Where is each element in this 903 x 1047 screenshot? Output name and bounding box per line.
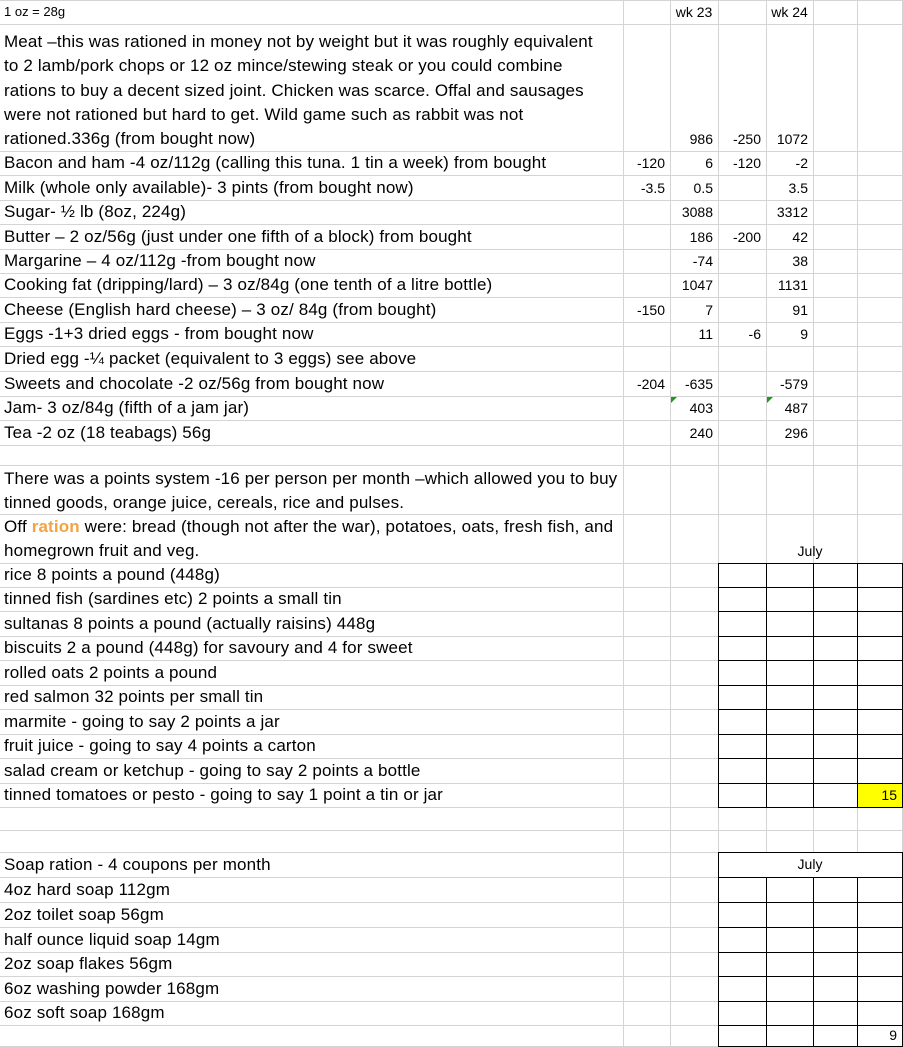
ration-wk23-value[interactable]: -635 bbox=[684, 376, 713, 392]
points-grid-border bbox=[718, 611, 902, 612]
points-grid-border bbox=[718, 758, 902, 759]
points-item-label[interactable]: rice 8 points a pound (448g) bbox=[4, 565, 220, 584]
points-item-label[interactable]: salad cream or ketchup - going to say 2 points a bottle bbox=[4, 761, 421, 780]
ration-wk24-value[interactable]: 3.5 bbox=[788, 180, 808, 196]
soap-item-label[interactable]: 6oz washing powder 168gm bbox=[4, 979, 220, 998]
meat-wk24-value[interactable]: 1072 bbox=[776, 131, 808, 147]
ration-label[interactable]: Sweets and chocolate -2 oz/56g from bought now bbox=[4, 374, 385, 393]
ration-wk24-value[interactable]: -2 bbox=[795, 155, 808, 171]
points-grid-border bbox=[718, 636, 902, 637]
soap-title[interactable]: Soap ration - 4 coupons per month bbox=[4, 855, 271, 874]
ration-label[interactable]: Eggs -1+3 dried eggs - from bought now bbox=[4, 324, 314, 343]
row-gridline bbox=[0, 465, 903, 466]
comment-indicator-icon bbox=[671, 397, 677, 403]
ration-label[interactable]: Sugar- ½ lb (8oz, 224g) bbox=[4, 202, 187, 221]
soap-grid-border bbox=[718, 877, 902, 878]
soap-grid-border bbox=[718, 1001, 902, 1002]
soap-month-label[interactable]: July bbox=[797, 856, 823, 872]
off-ration-rest: were: bread (though not after the war), potatoes, oats, fresh fish, and homegrown fruit and veg. bbox=[4, 517, 614, 561]
points-grid-border bbox=[718, 709, 902, 710]
points-month-label[interactable]: July bbox=[797, 543, 823, 559]
row-gridline bbox=[0, 830, 903, 831]
ration-label[interactable]: Bacon and ham -4 oz/112g (calling this tuna. 1 tin a week) from bought bbox=[4, 153, 547, 172]
soap-item-label[interactable]: half ounce liquid soap 14gm bbox=[4, 930, 220, 949]
points-grid-border bbox=[718, 783, 902, 784]
off-ration-description[interactable] bbox=[0, 515, 620, 563]
soap-grid-border bbox=[766, 852, 767, 1046]
ration-prior-value[interactable]: -120 bbox=[636, 155, 665, 171]
ration-wk23-value[interactable]: 11 bbox=[698, 326, 713, 342]
soap-grid-border bbox=[718, 852, 719, 1047]
ration-wk23-value[interactable]: 186 bbox=[689, 229, 713, 245]
soap-grid-border bbox=[718, 952, 902, 953]
ration-wk24-value[interactable]: 3312 bbox=[776, 204, 808, 220]
points-grid-border bbox=[718, 734, 902, 735]
soap-total-value[interactable]: 9 bbox=[889, 1027, 897, 1043]
ration-prior-value[interactable]: -150 bbox=[636, 302, 665, 318]
points-grid-border bbox=[718, 685, 902, 686]
ration-label[interactable]: Tea -2 oz (18 teabags) 56g bbox=[4, 423, 212, 442]
ration-wk24-value[interactable]: 9 bbox=[800, 326, 808, 342]
ration-label[interactable]: Margarine – 4 oz/112g -from bought now bbox=[4, 251, 316, 270]
ration-wk23-value[interactable]: 1047 bbox=[681, 277, 713, 293]
points-grid-border bbox=[718, 563, 903, 564]
points-item-label[interactable]: sultanas 8 points a pound (actually raisins) 448g bbox=[4, 614, 376, 633]
points-grid-border bbox=[718, 807, 903, 808]
soap-item-label[interactable]: 4oz hard soap 112gm bbox=[4, 880, 171, 899]
row-gridline bbox=[0, 24, 903, 25]
ration-wk24-value[interactable]: 487 bbox=[784, 400, 808, 416]
points-item-label[interactable]: biscuits 2 a pound (448g) for savoury and 4 for sweet bbox=[4, 638, 413, 657]
points-total-value[interactable]: 15 bbox=[881, 787, 897, 803]
ration-wk24-value[interactable]: 296 bbox=[784, 425, 808, 441]
ration-wk24-value[interactable]: 42 bbox=[792, 229, 808, 245]
soap-item-label[interactable]: 2oz soap flakes 56gm bbox=[4, 954, 173, 973]
ration-wk23-value[interactable]: 6 bbox=[705, 155, 713, 171]
ration-wk24-value[interactable]: 1131 bbox=[777, 277, 808, 293]
points-item-label[interactable]: tinned fish (sardines etc) 2 points a small tin bbox=[4, 589, 342, 608]
ration-label[interactable]: Butter – 2 oz/56g (just under one fifth of a block) from bought bbox=[4, 227, 472, 246]
soap-grid-border bbox=[718, 1025, 902, 1026]
meat-wk23-value[interactable]: 986 bbox=[689, 131, 713, 147]
ration-wk24-value[interactable]: -579 bbox=[779, 376, 808, 392]
points-item-label[interactable]: fruit juice - going to say 4 points a carton bbox=[4, 736, 316, 755]
ration-label[interactable]: Cooking fat (dripping/lard) – 3 oz/84g (one tenth of a litre bottle) bbox=[4, 275, 493, 294]
soap-grid-border bbox=[718, 902, 902, 903]
soap-item-label[interactable]: 2oz toilet soap 56gm bbox=[4, 905, 164, 924]
points-item-label[interactable]: rolled oats 2 points a pound bbox=[4, 663, 218, 682]
ration-wk23-value[interactable]: 7 bbox=[705, 302, 713, 318]
ration-wk23-value[interactable]: 240 bbox=[689, 425, 713, 441]
ration-wk24-value[interactable]: 91 bbox=[792, 302, 808, 318]
soap-item-label[interactable]: 6oz soft soap 168gm bbox=[4, 1003, 165, 1022]
ration-prior-value[interactable]: -3.5 bbox=[640, 180, 665, 196]
points-item-label[interactable]: marmite - going to say 2 points a jar bbox=[4, 712, 280, 731]
ration-wk24-value[interactable]: 38 bbox=[792, 253, 808, 269]
ration-wk23-value[interactable]: 403 bbox=[689, 400, 713, 416]
ration-wk23-value[interactable]: -74 bbox=[692, 253, 713, 269]
comment-indicator-icon bbox=[767, 397, 773, 403]
ration-adjustment-value[interactable]: -120 bbox=[732, 155, 761, 171]
points-grid-border bbox=[718, 587, 902, 588]
ration-wk23-value[interactable]: 0.5 bbox=[693, 180, 713, 196]
ration-label[interactable]: Jam- 3 oz/84g (fifth of a jam jar) bbox=[4, 398, 250, 417]
points-item-label[interactable]: red salmon 32 points per small tin bbox=[4, 687, 264, 706]
ration-label[interactable]: Dried egg -¼ packet (equivalent to 3 eggs) see above bbox=[4, 349, 417, 368]
highlighted-word: ration bbox=[31, 517, 80, 536]
week-24-header[interactable]: wk 24 bbox=[771, 4, 808, 20]
points-grid-border bbox=[718, 660, 902, 661]
row-gridline bbox=[0, 445, 903, 446]
soap-grid-border bbox=[718, 976, 902, 977]
soap-grid-border bbox=[857, 852, 858, 1046]
points-system-description[interactable]: There was a points system -16 per person per month –which allowed you to buy tinned goods, orange juice, cereals, rice and pulses. bbox=[4, 469, 618, 513]
ration-adjustment-value[interactable]: -6 bbox=[748, 326, 761, 342]
soap-grid-border bbox=[813, 852, 814, 1046]
ration-label[interactable]: Cheese (English hard cheese) – 3 oz/ 84g (from bought) bbox=[4, 300, 437, 319]
ration-adjustment-value[interactable]: -200 bbox=[732, 229, 761, 245]
ration-prior-value[interactable]: -204 bbox=[636, 376, 665, 392]
points-item-label[interactable]: tinned tomatoes or pesto - going to say 1 point a tin or jar bbox=[4, 785, 443, 804]
off-ration-prefix: Off bbox=[4, 517, 32, 536]
meat-ration-description[interactable]: Meat –this was rationed in money not by weight but it was roughly equivalent to 2 lamb/pork chops or 12 oz mince/stewing steak or you could combine rations to buy a decent sized joint. Chicken was scarce. Offal and sausages were not rationed but hard to get. Wild game such as rabbit was not rationed.336g (from bought now) bbox=[4, 32, 593, 149]
week-23-header[interactable]: wk 23 bbox=[675, 4, 713, 20]
ration-wk23-value[interactable]: 3088 bbox=[681, 204, 713, 220]
ration-label[interactable]: Milk (whole only available)- 3 pints (from bought now) bbox=[4, 178, 414, 197]
meat-adjustment-value[interactable]: -250 bbox=[732, 131, 761, 147]
soap-grid-border bbox=[718, 927, 902, 928]
conversion-label[interactable]: 1 oz = 28g bbox=[4, 4, 66, 19]
